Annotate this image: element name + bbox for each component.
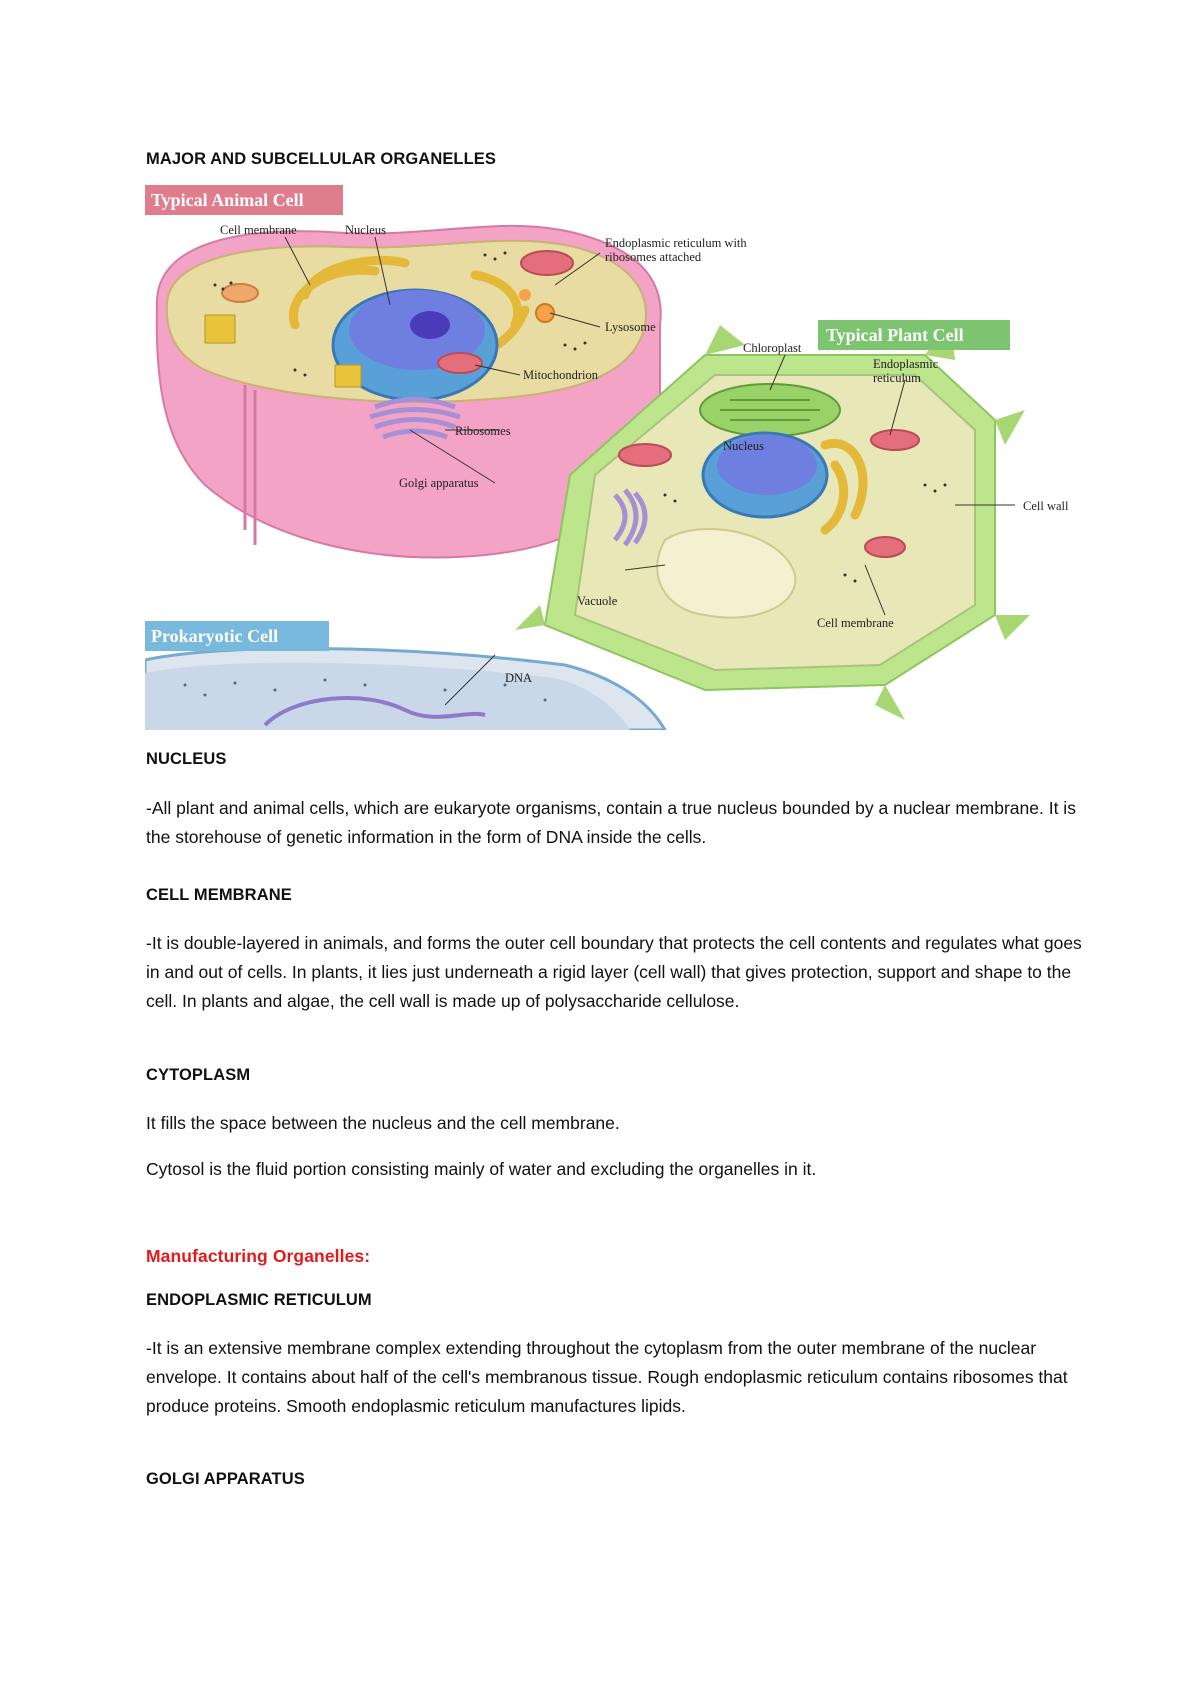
paragraph-cell-membrane: -It is double-layered in animals, and forms the outer cell boundary that protects the cell contents and regulates what goes in and out of cells. In plants, it lies just underneath a rigid layer (cell wall) that gives protection, support and shape to the cell. In plants and algae, the cell wall is made up of polysaccharide cellulose. bbox=[146, 933, 1082, 1011]
document-title: MAJOR AND SUBCELLULAR ORGANELLES bbox=[146, 150, 497, 168]
heading-golgi-apparatus: GOLGI APPARATUS bbox=[146, 1470, 305, 1488]
label-chloroplast: Chloroplast bbox=[743, 341, 802, 355]
label-er-ribosomes-line2: ribosomes attached bbox=[605, 250, 702, 264]
label-plant-cell-membrane: Cell membrane bbox=[817, 616, 894, 630]
prokaryotic-cell-tag: Prokaryotic Cell bbox=[151, 626, 279, 646]
heading-cytoplasm: CYTOPLASM bbox=[146, 1066, 251, 1084]
label-vacuole: Vacuole bbox=[577, 594, 618, 608]
paragraph-cytoplasm: It fills the space between the nucleus and the cell membrane. bbox=[146, 1113, 620, 1133]
cell-diagram-figure bbox=[145, 185, 1085, 730]
paragraph-endoplasmic-reticulum: -It is an extensive membrane complex extending throughout the cytoplasm from the outer membrane of the nuclear envelope. It contains about half of the cell's membranous tissue. Rough endoplasmic reticulum contains ribosomes that produce proteins. Smooth endoplasmic reticulum manufactures lipids. bbox=[146, 1338, 1068, 1416]
label-plant-er-line1: Endoplasmic bbox=[873, 357, 939, 371]
plant-cell-tag: Typical Plant Cell bbox=[826, 325, 964, 345]
label-cell-wall: Cell wall bbox=[1023, 499, 1069, 513]
label-mitochondrion: Mitochondrion bbox=[523, 368, 598, 382]
heading-nucleus: NUCLEUS bbox=[146, 750, 227, 768]
paragraph-nucleus: -All plant and animal cells, which are eukaryote organisms, contain a true nucleus bounded by a nuclear membrane. It is the storehouse of genetic information in the form of DNA inside the cells. bbox=[146, 798, 1076, 847]
label-nucleus: Nucleus bbox=[345, 223, 386, 237]
paragraph-cytosol: Cytosol is the fluid portion consisting mainly of water and excluding the organelles in it. bbox=[146, 1159, 817, 1179]
label-er-ribosomes-line1: Endoplasmic reticulum with bbox=[605, 236, 747, 250]
label-lysosome: Lysosome bbox=[605, 320, 656, 334]
heading-cell-membrane: CELL MEMBRANE bbox=[146, 886, 292, 904]
label-dna: DNA bbox=[505, 671, 533, 685]
prokaryotic-cell-illustration bbox=[145, 649, 665, 730]
label-cell-membrane: Cell membrane bbox=[220, 223, 297, 237]
label-ribosomes: Ribosomes bbox=[455, 424, 511, 438]
heading-endoplasmic-reticulum: ENDOPLASMIC RETICULUM bbox=[146, 1291, 372, 1309]
heading-manufacturing-organelles: Manufacturing Organelles: bbox=[146, 1246, 371, 1266]
animal-cell-tag: Typical Animal Cell bbox=[151, 190, 304, 210]
label-golgi-apparatus: Golgi apparatus bbox=[399, 476, 479, 490]
label-plant-er-line2: reticulum bbox=[873, 371, 921, 385]
label-plant-nucleus: Nucleus bbox=[723, 439, 764, 453]
cell-diagram bbox=[145, 185, 1085, 730]
